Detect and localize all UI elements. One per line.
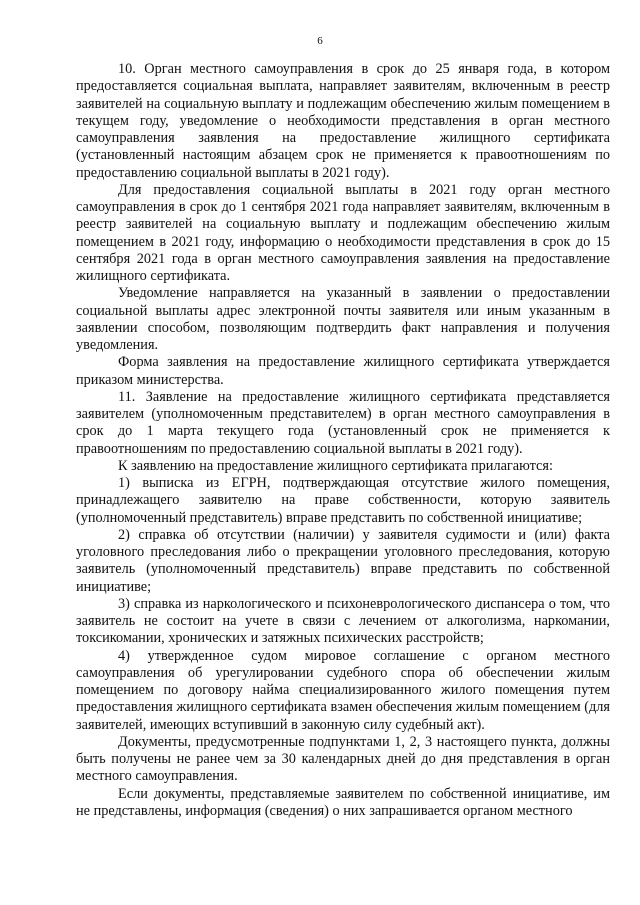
paragraph-application-form: Форма заявления на предоставление жилищного сертификата утверждается приказом министерства. xyxy=(76,354,610,388)
list-item-settlement-agreement: 4) утвержденное судом мировое соглашение с органом местного самоуправления об урегулировании судебного спора об обеспечении жилым помещением по договору найма специализированного жилого помещения путем предоставления жилищного сертификата взамен обеспечения жилым помещением (для заявителей, имеющих вступивший в законную силу судебный акт). xyxy=(76,647,610,733)
paragraph-2021-notice: Для предоставления социальной выплаты в 2021 году орган местного самоуправления в срок до 1 сентября 2021 года направляет заявителям, включенным в реестр заявителей на социальную выплату и подлежащим обеспечению жилым помещением в 2021 году, информацию о необходимости представления в срок до 15 сентября 2021 года в орган местного самоуправления заявления на предоставление жилищного сертификата. xyxy=(76,181,610,284)
paragraph-notification-method: Уведомление направляется на указанный в заявлении о предоставлении социальной выплаты адрес электронной почты заявителя или иным указанным в заявлении способом, позволяющим подтвердить факт направления и получения уведомления. xyxy=(76,285,610,353)
list-item-egrn-extract: 1) выписка из ЕГРН, подтверждающая отсутствие жилого помещения, принадлежащего заявителю на праве собственности, которую заявитель (уполномоченный представитель) вправе представить по собственной инициативе; xyxy=(76,475,610,526)
paragraph-interagency-request: Если документы, представляемые заявителем по собственной инициативе, им не представлены, информация (сведения) о них запрашивается органом местного xyxy=(76,785,610,819)
paragraph-document-validity: Документы, предусмотренные подпунктами 1, 2, 3 настоящего пункта, должны быть получены не ранее чем за 30 календарных дней до дня представления в орган местного самоуправления. xyxy=(76,733,610,785)
paragraph-item-11: 11. Заявление на предоставление жилищного сертификата представляется заявителем (уполномоченным представителем) в орган местного самоуправления в срок до 1 марта текущего года (установленный срок не применяется к правоотношениям по предоставлению социальной выплаты в 2021 году). xyxy=(76,388,610,457)
paragraph-item-10: 10. Орган местного самоуправления в срок до 25 января года, в котором предоставляется социальная выплата, направляет заявителям, включенным в реестр заявителей на социальную выплату и подлежащим обеспечению жилым помещением в текущем году, уведомление о необходимости представления в орган местного самоуправления заявления на предоставление жилищного сертификата (установленный настоящим абзацем срок не применяется к правоотношениям по предоставлению социальной выплаты в 2021 году). xyxy=(76,61,610,181)
page-number: 6 xyxy=(317,35,323,47)
list-item-medical-certificate: 3) справка из наркологического и психоневрологического диспансера о том, что заявитель не состоит на учете в связи с лечением от алкоголизма, наркомании, токсикомании, хронических и затяжных психических расстройств; xyxy=(76,595,610,647)
document-body xyxy=(76,61,610,820)
paragraph-attachments-intro: К заявлению на предоставление жилищного сертификата прилагаются: xyxy=(118,457,553,474)
list-item-criminal-record: 2) справка об отсутствии (наличии) у заявителя судимости и (или) факта уголовного преследования либо о прекращении уголовного преследования, которую заявитель (уполномоченный представитель) вправе представить по собственной инициативе; xyxy=(76,526,610,595)
